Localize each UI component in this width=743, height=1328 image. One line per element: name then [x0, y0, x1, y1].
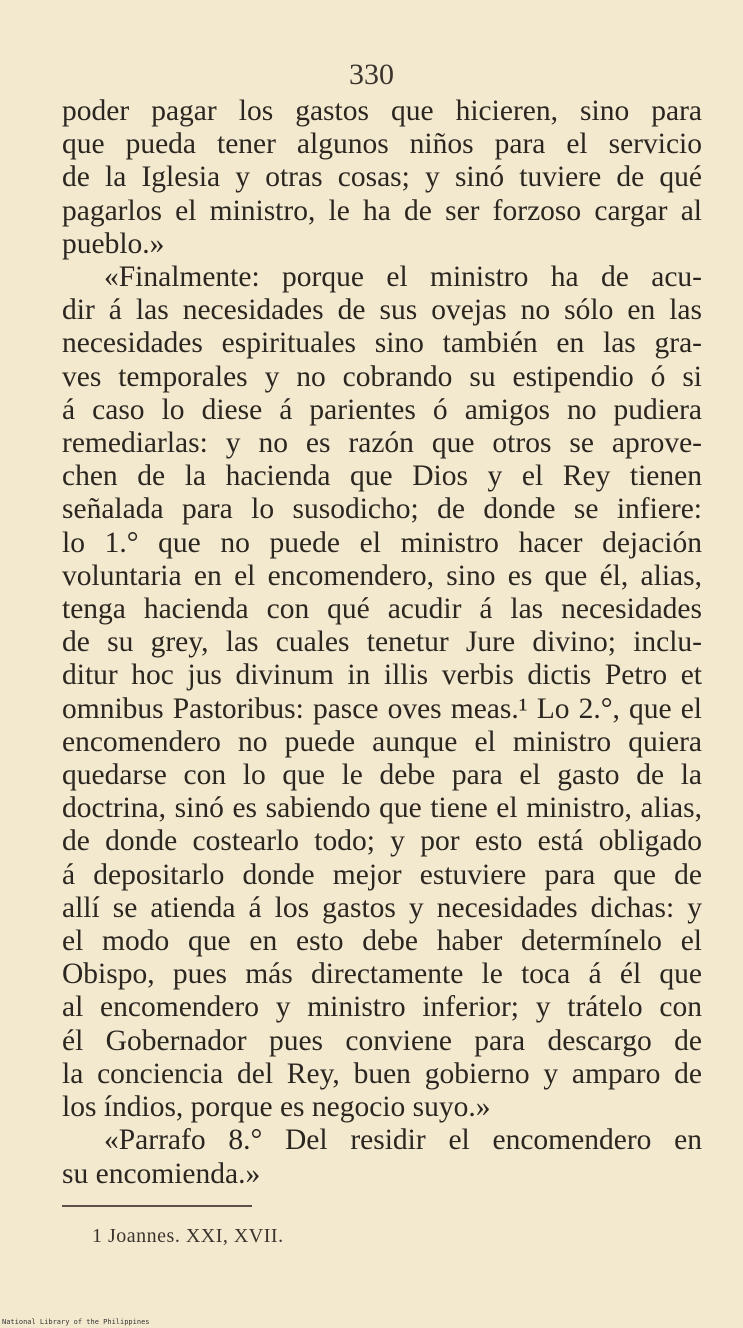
text-line: los índios, porque es negocio suyo.» [62, 1091, 491, 1124]
text-line: lo 1.° que no puede el ministro hacer dejación [62, 526, 702, 559]
text-line: dir á las necesidades de sus ovejas no sólo en las [62, 294, 702, 327]
text-line: ves temporales y no cobrando su estipendio ó si [62, 360, 702, 393]
text-line: allí se atienda á los gastos y necesidades dichas: y [62, 891, 702, 924]
text-line: de su grey, las cuales tenetur Jure divino; inclu- [62, 626, 702, 659]
footnote-divider [62, 1205, 252, 1207]
text-line: ditur hoc jus divinum in illis verbis dictis Petro et [62, 659, 702, 692]
text-line: voluntaria en el encomendero, sino es que él, alias, [62, 559, 702, 592]
text-line: el modo que en esto debe haber determínelo el [62, 925, 702, 958]
text-line: chen de la hacienda que Dios y el Rey tienen [62, 460, 702, 493]
text-line: poder pagar los gastos que hicieren, sino para [62, 95, 702, 127]
text-line: de la Iglesia y otras cosas; y sinó tuviere de qué [62, 161, 702, 194]
text-line: remediarlas: y no es razón que otros se aprove- [62, 427, 702, 460]
text-line: omnibus Pastoribus: pasce oves meas.¹ Lo 2.°, que el [62, 692, 702, 725]
text-line: á depositarlo donde mejor estuviere para que de [62, 858, 702, 891]
footnote: 1 Joannes. XXI, XVII. [92, 1225, 284, 1247]
text-line: á caso lo diese á parientes ó amigos no pudiera [62, 393, 702, 426]
text-line: «Finalmente: porque el ministro ha de acu- [104, 261, 702, 294]
text-line: pueblo.» [62, 227, 165, 260]
text-line: quedarse con lo que le debe para el gasto de la [62, 759, 702, 792]
text-line: que pueda tener algunos niños para el servicio [62, 128, 702, 161]
text-line: su encomienda.» [62, 1157, 261, 1190]
text-line: pagarlos el ministro, le ha de ser forzoso cargar al [62, 194, 702, 227]
text-line: encomendero no puede aunque el ministro quiera [62, 725, 702, 758]
text-line: de donde costearlo todo; y por esto está obligado [62, 825, 702, 858]
text-line: necesidades espirituales sino también en las gra- [62, 327, 702, 360]
body-text [62, 95, 702, 1191]
text-line: tenga hacienda con qué acudir á las necesidades [62, 593, 702, 626]
library-attribution: National Library of the Philippines [2, 1318, 150, 1326]
text-line: Obispo, pues más directamente le toca á él que [62, 958, 702, 991]
text-line: al encomendero y ministro inferior; y trátelo con [62, 991, 702, 1024]
page-number: 330 [349, 58, 394, 91]
text-line: «Parrafo 8.° Del residir el encomendero en [104, 1124, 702, 1157]
text-line: doctrina, sinó es sabiendo que tiene el ministro, alias, [62, 792, 702, 825]
text-line: él Gobernador pues conviene para descargo de [62, 1024, 702, 1057]
text-line: señalada para lo susodicho; de donde se infiere: [62, 493, 702, 526]
text-line: la conciencia del Rey, buen gobierno y amparo de [62, 1057, 702, 1090]
